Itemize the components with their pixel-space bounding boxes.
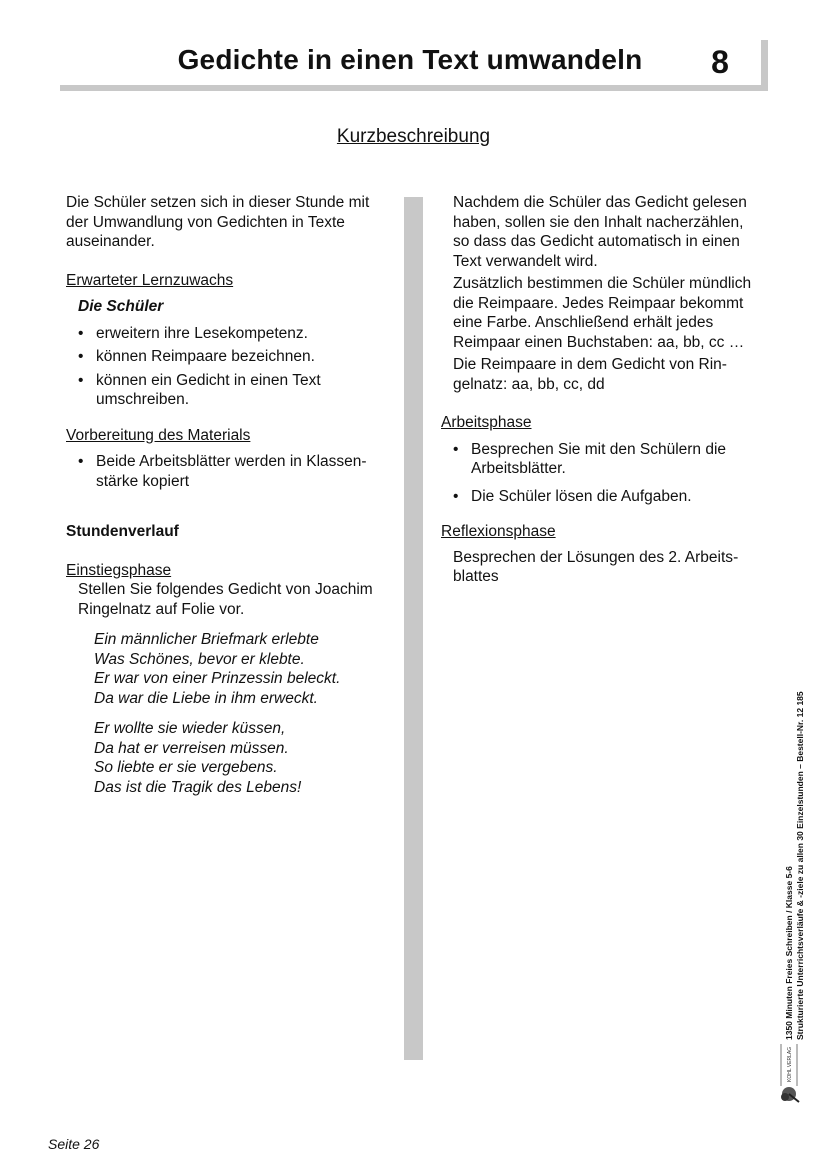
header-rule-vertical [761, 40, 768, 91]
poem-line: Was Schönes, bevor er klebte. [94, 650, 305, 668]
list-item: • können ein Gedicht in einen Text umschreiben. [78, 371, 391, 410]
intro-text: Die Schüler setzen sich in dieser Stunde mit der Umwandlung von Gedichten in Texte auseinander. [66, 194, 370, 250]
lernzuwachs-heading: Erwarteter Lernzuwachs [66, 271, 234, 289]
poem-line: Er war von einer Prinzessin beleckt. [94, 670, 341, 687]
publisher-logo [777, 1042, 807, 1104]
sidebar-line-2: Strukturierte Unterrichtsverläufe & -ziele zu allen 30 Einzelstunden – Bestell-Nr. 12 185 [795, 691, 805, 1040]
poem-stanza-2 [66, 719, 391, 797]
column-divider [404, 197, 423, 1060]
section-title: Kurzbeschreibung [336, 126, 491, 147]
arbeit-heading: Arbeitsphase [441, 414, 532, 431]
sidebar-line-1: 1350 Minuten Freies Schreiben / Klasse 5-6 [784, 866, 794, 1040]
lernzuwachs-subheading: Die Schüler [78, 298, 164, 315]
poem-line: Das ist die Tragik des Lebens! [94, 778, 302, 796]
page-number: Seite 26 [48, 1136, 100, 1152]
publisher-sidebar [784, 620, 806, 1040]
material-heading: Vorbereitung des Materials [66, 426, 251, 444]
stundenverlauf-heading: Stundenverlauf [66, 523, 179, 540]
poem-line: So liebte er sie vergebens. [94, 759, 278, 776]
lernzuwachs-list [66, 324, 391, 410]
arbeit-list [441, 440, 761, 507]
einstieg-text: Stellen Sie folgendes Gedicht von Joachim Ringelnatz auf Folie vor. [78, 581, 373, 618]
right-paragraph-3: Die Reimpaare in dem Gedicht von Ringelnatz: aa, bb, cc, dd [453, 356, 727, 393]
einstieg-heading: Einstiegsphase [66, 561, 172, 579]
poem-line: Da war die Liebe in ihm erweckt. [94, 689, 318, 707]
tree-icon [777, 1042, 807, 1104]
right-paragraph-1: Nachdem die Schüler das Gedicht gelesen haben, sollen sie den Inhalt nacherzählen, so dass das Gedicht automatisch in einen Text verwandelt wird. [453, 194, 747, 270]
right-column [441, 193, 761, 587]
material-list [66, 452, 391, 491]
poem-line: Ein männlicher Briefmark erlebte [94, 631, 319, 648]
right-paragraph-2: Zusätzlich bestimmen die Schüler mündlich die Reimpaare. Jedes Reimpaar bekommt eine Farbe. Anschließend erhält jedes Reimpaar einen Buchstaben: aa, bb, cc … [453, 275, 752, 351]
list-item: • Die Schüler lösen die Aufgaben. [453, 487, 761, 507]
page-title: Gedichte in einen Text umwandeln [177, 44, 643, 75]
list-item: • Beide Arbeitsblätter werden in Klassenstärke kopiert [78, 452, 391, 491]
poem-line: Da hat er verreisen müssen. [94, 739, 289, 757]
list-item: • Besprechen Sie mit den Schülern die Arbeitsblätter. [453, 440, 761, 479]
left-column [66, 193, 391, 797]
list-item: • können Reimpaare bezeichnen. [78, 347, 391, 367]
reflexion-text: Besprechen der Lösungen des 2. Arbeitsblattes [453, 548, 739, 585]
header-rule [60, 85, 768, 91]
reflexion-heading: Reflexionsphase [441, 523, 556, 540]
poem-stanza-1 [66, 630, 391, 708]
unit-number: 8 [711, 44, 729, 80]
logo-text: KOHL VERLAG [787, 1046, 793, 1082]
list-item: • erweitern ihre Lesekompetenz. [78, 324, 391, 344]
poem-line: Er wollte sie wieder küssen, [94, 720, 286, 737]
